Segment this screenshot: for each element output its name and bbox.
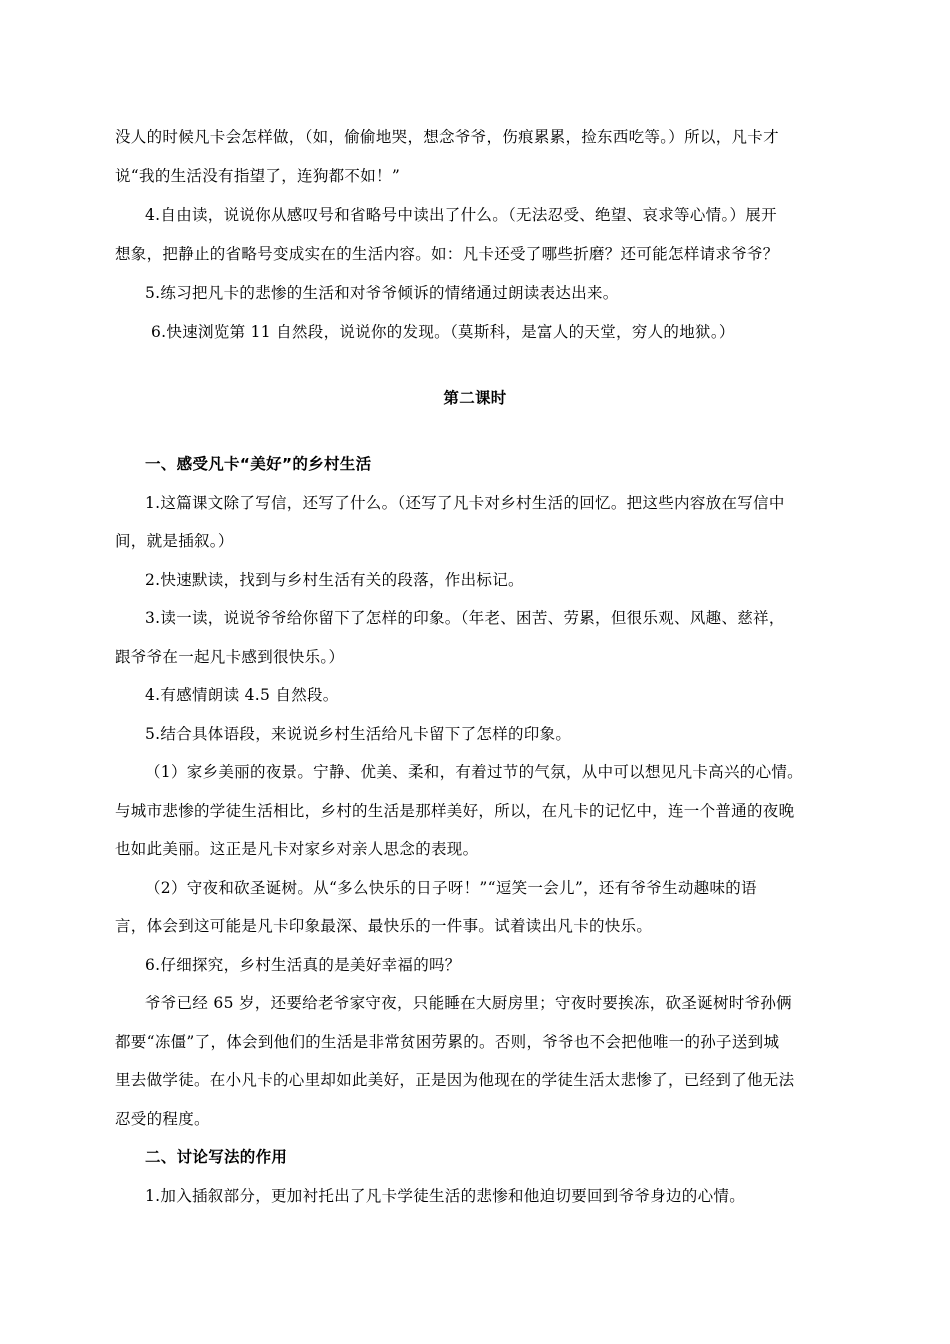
paragraph-line: 4.自由读，说说你从感叹号和省略号中读出了什么。（无法忍受、绝望、哀求等心情。）展开 xyxy=(145,206,777,224)
paragraph-line: 间，就是插叙。） xyxy=(115,532,234,550)
paragraph-line: 1.这篇课文除了写信，还写了什么。（还写了凡卡对乡村生活的回忆。把这些内容放在写信中 xyxy=(145,494,785,512)
paragraph-line: 跟爷爷在一起凡卡感到很快乐。） xyxy=(115,648,345,666)
paragraph-line: 6.快速浏览第 11 自然段，说说你的发现。（莫斯科，是富人的天堂，穷人的地狱。） xyxy=(151,323,735,341)
paragraph-line: 5.结合具体语段，来说说乡村生活给凡卡留下了怎样的印象。 xyxy=(145,725,572,743)
paragraph-line: 里去做学徒。在小凡卡的心里却如此美好，正是因为他现在的学徒生活太悲惨了，已经到了他无法 xyxy=(115,1071,795,1089)
paragraph-line: 也如此美丽。这正是凡卡对家乡对亲人思念的表现。 xyxy=(115,840,479,858)
paragraph-line: 6.仔细探究，乡村生活真的是美好幸福的吗？ xyxy=(145,956,461,974)
paragraph-line: （1）家乡美丽的夜景。宁静、优美、柔和，有着过节的气氛，从中可以想见凡卡高兴的心情。 xyxy=(145,763,803,781)
paragraph-line: 言，体会到这可能是凡卡印象最深、最快乐的一件事。试着读出凡卡的快乐。 xyxy=(115,917,653,935)
paragraph-line: 5.练习把凡卡的悲惨的生活和对爷爷倾诉的情绪通过朗读表达出来。 xyxy=(145,284,619,302)
paragraph-line: 爷爷已经 65 岁，还要给老爷家守夜，只能睡在大厨房里；守夜时要挨冻，砍圣诞树时爷孙俩 xyxy=(145,994,792,1012)
paragraph-line: 都要“冻僵”了，体会到他们的生活是非常贫困劳累的。否则，爷爷也不会把他唯一的孙子送到城 xyxy=(115,1033,780,1051)
paragraph-line: 4.有感情朗读 4.5 自然段。 xyxy=(145,686,339,704)
section-title: 第二课时 xyxy=(443,389,507,407)
paragraph-line: 忍受的程度。 xyxy=(115,1110,210,1128)
paragraph-line: 想象，把静止的省略号变成实在的生活内容。如：凡卡还受了哪些折磨？还可能怎样请求爷爷？ xyxy=(115,245,779,263)
paragraph-line: 1.加入插叙部分，更加衬托出了凡卡学徒生活的悲惨和他迫切要回到爷爷身边的心情。 xyxy=(145,1187,745,1205)
section-heading: 二、讨论写法的作用 xyxy=(145,1148,288,1166)
paragraph-line: （2）守夜和砍圣诞树。从“多么快乐的日子呀！”“逗笑一会儿”，还有爷爷生动趣味的语 xyxy=(145,879,757,897)
paragraph-line: 说“我的生活没有指望了，连狗都不如！” xyxy=(115,167,401,185)
paragraph-line: 2.快速默读，找到与乡村生活有关的段落，作出标记。 xyxy=(145,571,524,589)
section-heading: 一、感受凡卡“美好”的乡村生活 xyxy=(145,455,372,473)
paragraph-line: 3.读一读，说说爷爷给你留下了怎样的印象。（年老、困苦、劳累，但很乐观、风趣、慈祥， xyxy=(145,609,785,627)
paragraph-line: 没人的时候凡卡会怎样做，（如，偷偷地哭，想念爷爷，伤痕累累，捡东西吃等。）所以，凡卡才 xyxy=(115,128,779,146)
paragraph-line: 与城市悲惨的学徒生活相比，乡村的生活是那样美好，所以，在凡卡的记忆中，连一个普通的夜晚 xyxy=(115,802,795,820)
